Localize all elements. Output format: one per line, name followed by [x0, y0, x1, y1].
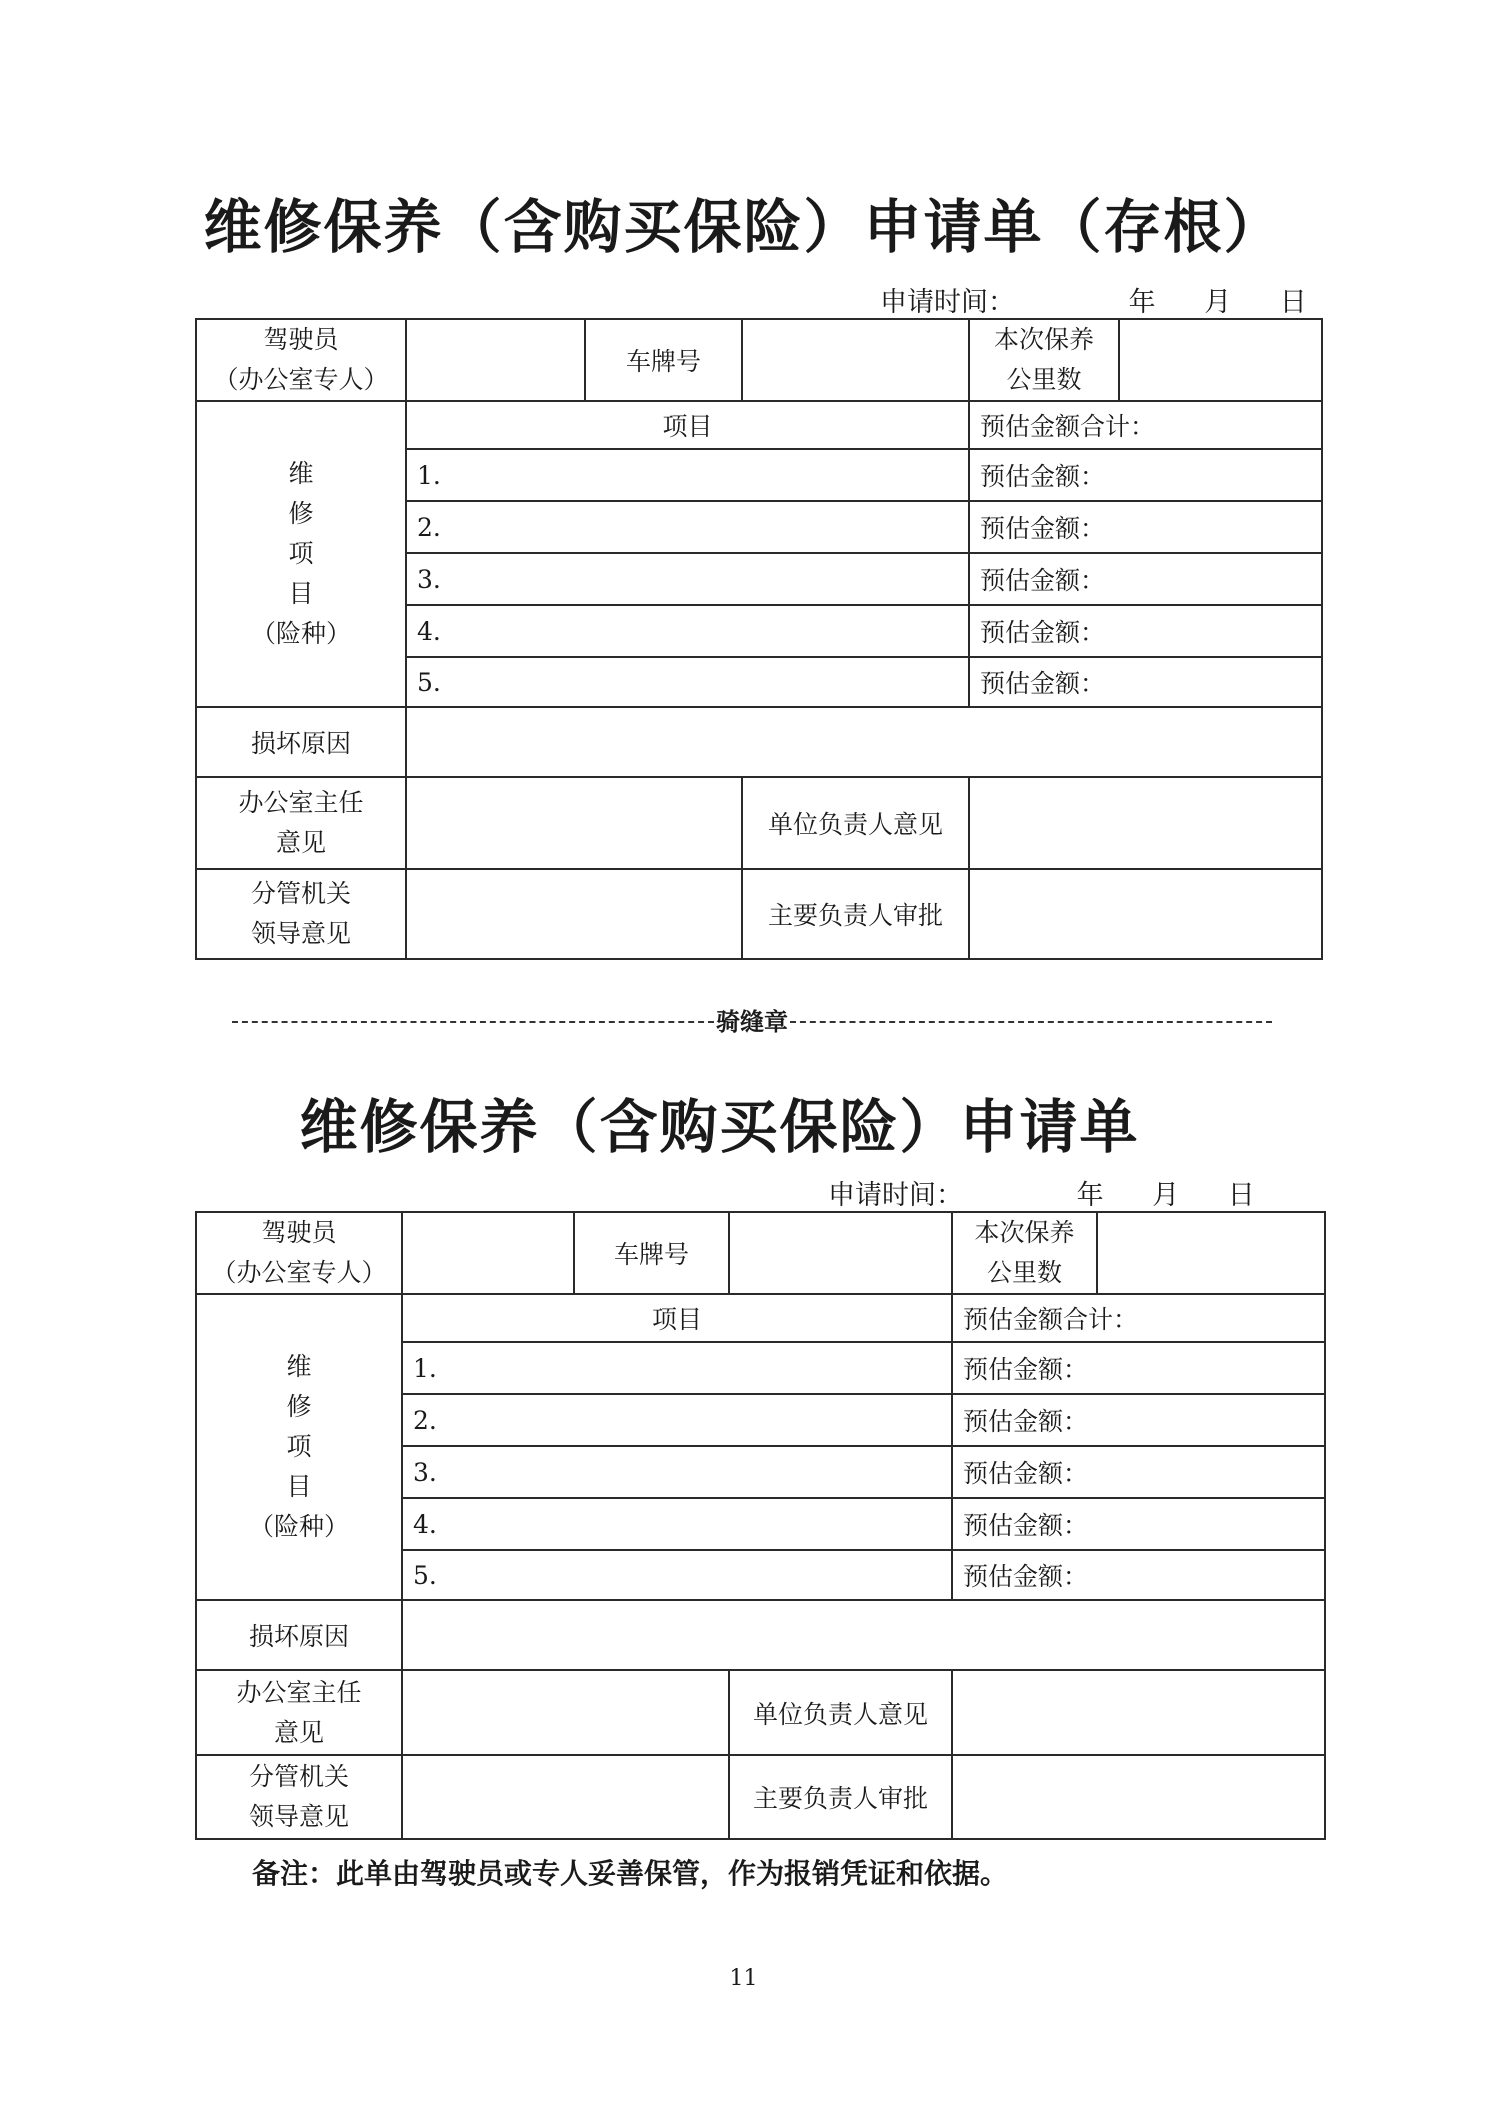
- main-plate-field[interactable]: [729, 1212, 952, 1294]
- main-year-label: 年: [1076, 1180, 1104, 1211]
- page-number: 11: [729, 1966, 758, 1991]
- stub-damage-label: 损坏原因: [196, 707, 406, 777]
- main-row-damage: [196, 1600, 1325, 1670]
- stub-row-items-header: [196, 401, 1322, 449]
- stub-row-damage: [196, 707, 1322, 777]
- main-chief-field[interactable]: [952, 1755, 1325, 1839]
- stub-unit-head-label: 单位负责人意见: [742, 777, 969, 869]
- seam-dash-right: [790, 1021, 1272, 1023]
- stub-total-label: 预估金额合计：: [969, 401, 1322, 449]
- stub-item-5-amount[interactable]: 预估金额：: [969, 657, 1322, 707]
- stub-chief-label: 主要负责人审批: [742, 869, 969, 959]
- stub-driver-field[interactable]: [406, 319, 585, 401]
- stub-date-label: 申请时间：: [880, 287, 1015, 318]
- main-item-2[interactable]: 2.: [402, 1394, 952, 1446]
- stub-row-leader: [196, 869, 1322, 959]
- stub-repair-items-label: 维 修 项 目 （险种）: [196, 401, 406, 707]
- main-mileage-field[interactable]: [1097, 1212, 1325, 1294]
- main-month-label: 月: [1152, 1180, 1180, 1211]
- stub-item-3[interactable]: 3.: [406, 553, 969, 605]
- stub-item-3-amount[interactable]: 预估金额：: [969, 553, 1322, 605]
- main-damage-field[interactable]: [402, 1600, 1325, 1670]
- main-plate-label: 车牌号: [574, 1212, 729, 1294]
- main-driver-field[interactable]: [402, 1212, 574, 1294]
- main-item-4[interactable]: 4.: [402, 1498, 952, 1550]
- stub-form-table: [195, 318, 1323, 960]
- stub-damage-field[interactable]: [406, 707, 1322, 777]
- main-title: 维修保养（含购买保险）申请单: [299, 1093, 1140, 1161]
- stub-day-label: 日: [1279, 287, 1307, 318]
- stub-date-line: [880, 280, 1307, 319]
- stub-plate-field[interactable]: [742, 319, 969, 401]
- stub-item-1-amount[interactable]: 预估金额：: [969, 449, 1322, 501]
- stub-title: 维修保养（含购买保险）申请单（存根）: [203, 193, 1284, 261]
- seam-dash-left: [232, 1021, 714, 1023]
- stub-leader-label: 分管机关 领导意见: [196, 869, 406, 959]
- stub-item-5[interactable]: 5.: [406, 657, 969, 707]
- main-item-5[interactable]: 5.: [402, 1550, 952, 1600]
- stub-items-header: 项目: [406, 401, 969, 449]
- stub-chief-field[interactable]: [969, 869, 1322, 959]
- seam-label: 骑缝章: [716, 1008, 788, 1036]
- stub-unit-head-field[interactable]: [969, 777, 1322, 869]
- stub-row-driver: [196, 319, 1322, 401]
- main-leader-label: 分管机关 领导意见: [196, 1755, 402, 1839]
- stub-item-1[interactable]: 1.: [406, 449, 969, 501]
- main-driver-label: 驾驶员 （办公室专人）: [196, 1212, 402, 1294]
- stub-item-2-amount[interactable]: 预估金额：: [969, 501, 1322, 553]
- main-office-director-field[interactable]: [402, 1670, 729, 1755]
- main-row-items-header: [196, 1294, 1325, 1342]
- main-damage-label: 损坏原因: [196, 1600, 402, 1670]
- main-row-director: [196, 1670, 1325, 1755]
- stub-mileage-field[interactable]: [1119, 319, 1322, 401]
- seam-line: [232, 1002, 1272, 1037]
- main-repair-items-label: 维 修 项 目 （险种）: [196, 1294, 402, 1600]
- main-mileage-label: 本次保养 公里数: [952, 1212, 1097, 1294]
- main-date-label: 申请时间：: [828, 1180, 963, 1211]
- main-date-line: [828, 1173, 1255, 1212]
- main-item-3-amount[interactable]: 预估金额：: [952, 1446, 1325, 1498]
- main-form-table: [195, 1211, 1326, 1840]
- stub-leader-field[interactable]: [406, 869, 742, 959]
- main-row-driver: [196, 1212, 1325, 1294]
- main-item-2-amount[interactable]: 预估金额：: [952, 1394, 1325, 1446]
- main-office-director-label: 办公室主任 意见: [196, 1670, 402, 1755]
- stub-office-director-label: 办公室主任 意见: [196, 777, 406, 869]
- main-row-leader: [196, 1755, 1325, 1839]
- main-total-label: 预估金额合计：: [952, 1294, 1325, 1342]
- stub-office-director-field[interactable]: [406, 777, 742, 869]
- main-item-4-amount[interactable]: 预估金额：: [952, 1498, 1325, 1550]
- stub-driver-label: 驾驶员 （办公室专人）: [196, 319, 406, 401]
- stub-plate-label: 车牌号: [585, 319, 742, 401]
- main-item-5-amount[interactable]: 预估金额：: [952, 1550, 1325, 1600]
- stub-item-2[interactable]: 2.: [406, 501, 969, 553]
- main-item-1[interactable]: 1.: [402, 1342, 952, 1394]
- main-item-3[interactable]: 3.: [402, 1446, 952, 1498]
- stub-month-label: 月: [1204, 287, 1232, 318]
- main-unit-head-label: 单位负责人意见: [729, 1670, 952, 1755]
- stub-mileage-label: 本次保养 公里数: [969, 319, 1119, 401]
- stub-item-4[interactable]: 4.: [406, 605, 969, 657]
- main-items-header: 项目: [402, 1294, 952, 1342]
- main-unit-head-field[interactable]: [952, 1670, 1325, 1755]
- main-day-label: 日: [1227, 1180, 1255, 1211]
- stub-row-director: [196, 777, 1322, 869]
- footnote: 备注：此单由驾驶员或专人妥善保管，作为报销凭证和依据。: [252, 1857, 1009, 1890]
- main-chief-label: 主要负责人审批: [729, 1755, 952, 1839]
- stub-item-4-amount[interactable]: 预估金额：: [969, 605, 1322, 657]
- main-leader-field[interactable]: [402, 1755, 729, 1839]
- main-item-1-amount[interactable]: 预估金额：: [952, 1342, 1325, 1394]
- stub-year-label: 年: [1128, 287, 1156, 318]
